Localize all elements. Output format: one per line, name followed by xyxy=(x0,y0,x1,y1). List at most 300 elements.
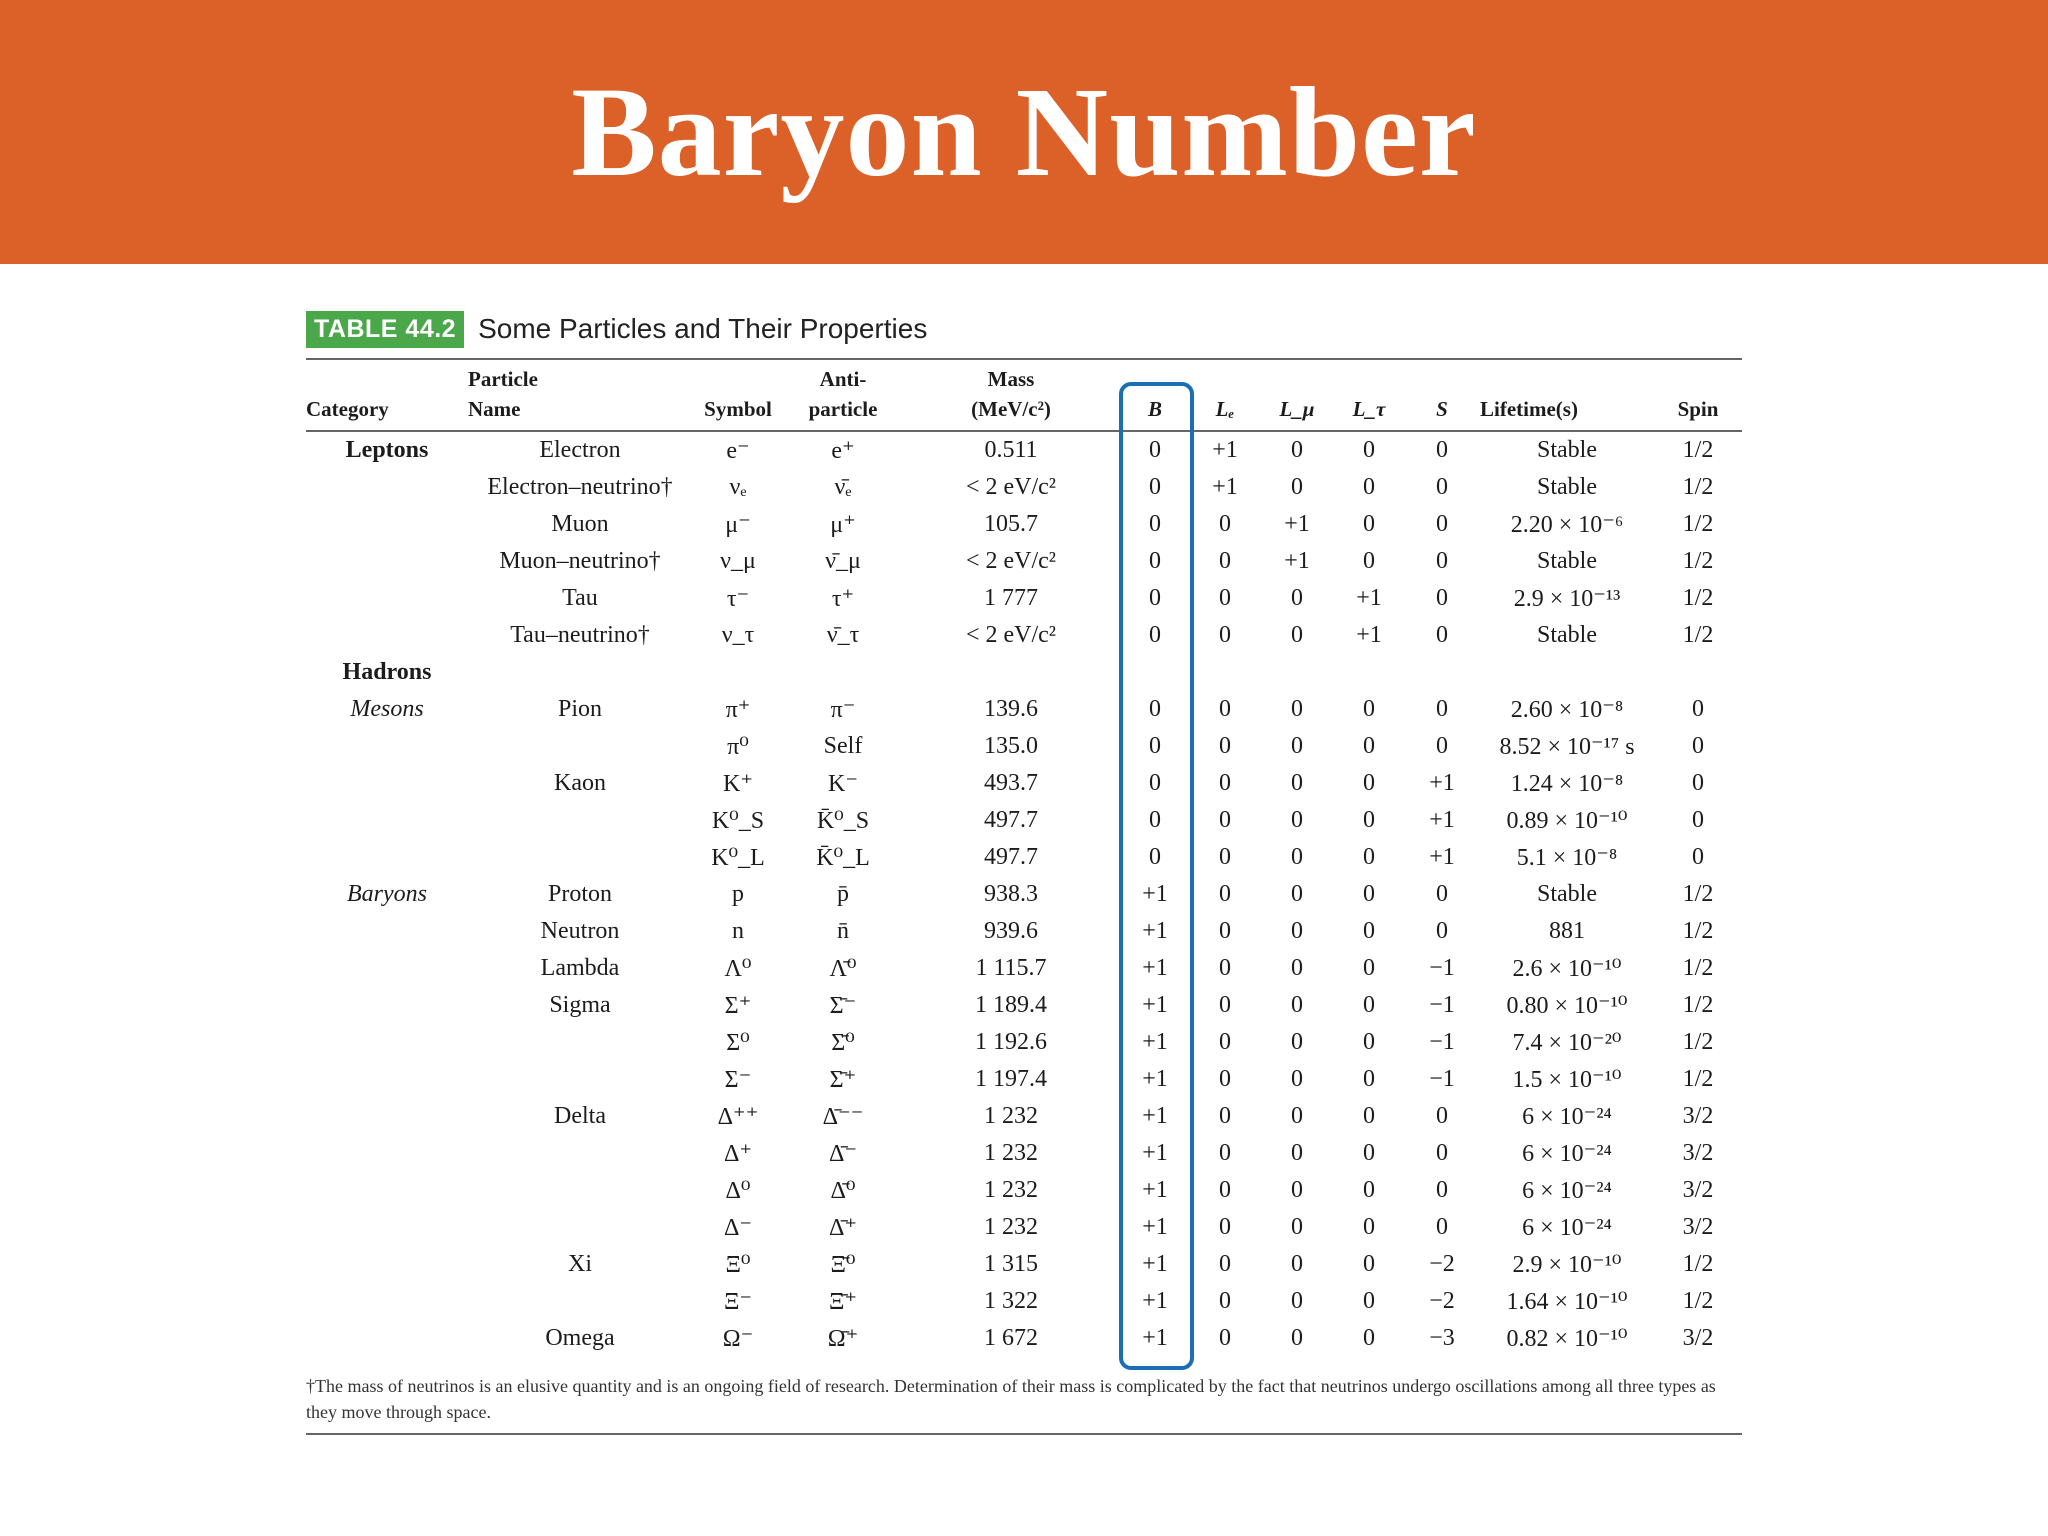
cell-spin: 1/2 xyxy=(1682,918,1714,944)
cell-particle-name: Tau–neutrino† xyxy=(510,622,650,648)
cell-strangeness: −2 xyxy=(1429,1251,1455,1277)
cell-lifetime: 0.82 × 10⁻¹⁰ xyxy=(1506,1326,1628,1352)
column-header-lifetime: Lifetime(s) xyxy=(1480,359,1654,431)
cell-muon-lepton-number: 0 xyxy=(1291,622,1303,648)
cell-antiparticle: π⁻ xyxy=(830,697,856,723)
cell-electron-lepton-number: 0 xyxy=(1219,622,1231,648)
cell-subcategory xyxy=(306,987,468,1024)
column-header-baryon-number: B xyxy=(1120,359,1190,431)
cell-strangeness: 0 xyxy=(1436,437,1448,463)
cell-tau-lepton-number: 0 xyxy=(1363,1140,1375,1166)
cell-muon-lepton-number: 0 xyxy=(1291,1288,1303,1314)
cell-symbol: Ξ⁰ xyxy=(725,1252,751,1278)
cell-subcategory xyxy=(306,617,468,654)
cell-antiparticle: Λ̄⁰ xyxy=(829,956,857,982)
cell-subcategory xyxy=(306,913,468,950)
cell-mass: 105.7 xyxy=(984,511,1038,537)
cell-symbol: K⁰_S xyxy=(711,808,765,834)
cell-baryon-number: 0 xyxy=(1149,585,1161,611)
cell-antiparticle: Ξ̄⁰ xyxy=(830,1252,856,1278)
cell-symbol: τ⁻ xyxy=(726,586,750,612)
cell-symbol: μ⁻ xyxy=(725,512,751,538)
cell-lifetime: Stable xyxy=(1537,474,1597,500)
cell-electron-lepton-number: 0 xyxy=(1219,1214,1231,1240)
cell-particle-name xyxy=(468,1061,692,1098)
cell-mass: 1 189.4 xyxy=(975,992,1047,1018)
cell-lifetime: 1.5 × 10⁻¹⁰ xyxy=(1512,1067,1622,1093)
cell-tau-lepton-number: 0 xyxy=(1363,918,1375,944)
cell-particle-name: Kaon xyxy=(554,770,606,796)
cell-strangeness: −1 xyxy=(1429,992,1455,1018)
particles-table xyxy=(306,358,1742,1357)
cell-baryon-number: +1 xyxy=(1142,1140,1168,1166)
column-header-mass: Mass (MeV/c²) xyxy=(902,359,1120,431)
cell-antiparticle: Ω̄⁺ xyxy=(827,1326,859,1352)
cell-electron-lepton-number: 0 xyxy=(1219,585,1231,611)
cell-mass: < 2 eV/c² xyxy=(965,474,1057,500)
cell-strangeness: 0 xyxy=(1436,1103,1448,1129)
cell-muon-lepton-number: 0 xyxy=(1291,585,1303,611)
cell-electron-lepton-number: 0 xyxy=(1219,1325,1231,1351)
cell-symbol: ν_τ xyxy=(721,622,755,648)
cell-subcategory xyxy=(306,469,468,506)
cell-strangeness xyxy=(1404,654,1480,691)
column-header-category: Category xyxy=(306,359,468,431)
cell-antiparticle: ν̄ₑ xyxy=(834,474,852,500)
cell-lifetime: 1.64 × 10⁻¹⁰ xyxy=(1506,1289,1628,1315)
cell-symbol: νₑ xyxy=(729,474,747,500)
cell-lifetime: 6 × 10⁻²⁴ xyxy=(1522,1178,1612,1204)
cell-antiparticle xyxy=(784,654,902,691)
cell-particle-name: Tau xyxy=(562,585,598,611)
table-body xyxy=(306,431,1742,1357)
cell-subcategory xyxy=(306,765,468,802)
cell-antiparticle: Δ̄⁻⁻ xyxy=(822,1104,864,1130)
cell-mass: < 2 eV/c² xyxy=(965,548,1057,574)
cell-subcategory xyxy=(306,1246,468,1283)
cell-particle-name: Electron–neutrino† xyxy=(487,474,673,500)
cell-category: Hadrons xyxy=(342,659,432,685)
cell-particle-name: Delta xyxy=(554,1103,606,1129)
cell-antiparticle: Δ̄⁰ xyxy=(830,1178,856,1204)
cell-mass: 1 672 xyxy=(984,1325,1038,1351)
cell-mass: 1 232 xyxy=(984,1214,1038,1240)
cell-strangeness: 0 xyxy=(1436,548,1448,574)
cell-lifetime: 1.24 × 10⁻⁸ xyxy=(1510,771,1624,797)
cell-strangeness: −1 xyxy=(1429,1066,1455,1092)
cell-baryon-number: +1 xyxy=(1142,1251,1168,1277)
cell-particle-name xyxy=(468,1283,692,1320)
cell-baryon-number: +1 xyxy=(1142,1214,1168,1240)
cell-tau-lepton-number xyxy=(1334,654,1404,691)
cell-baryon-number: +1 xyxy=(1142,918,1168,944)
cell-symbol: π⁺ xyxy=(725,697,751,723)
column-header-antiparticle: Anti- particle xyxy=(784,359,902,431)
column-header-tau-lepton-number: L_τ xyxy=(1334,359,1404,431)
table-row xyxy=(306,691,1742,728)
cell-subcategory xyxy=(306,580,468,617)
cell-antiparticle: e⁺ xyxy=(831,438,855,464)
cell-particle-name xyxy=(468,1209,692,1246)
cell-mass xyxy=(902,654,1120,691)
cell-tau-lepton-number: 0 xyxy=(1363,770,1375,796)
cell-particle-name: Electron xyxy=(539,437,621,463)
cell-muon-lepton-number xyxy=(1260,654,1334,691)
cell-tau-lepton-number: 0 xyxy=(1363,696,1375,722)
cell-strangeness: −1 xyxy=(1429,1029,1455,1055)
table-row xyxy=(306,506,1742,543)
cell-muon-lepton-number: 0 xyxy=(1291,1251,1303,1277)
cell-mass: 1 115.7 xyxy=(975,955,1047,981)
cell-muon-lepton-number: 0 xyxy=(1291,1140,1303,1166)
cell-mass: 0.511 xyxy=(984,437,1038,463)
cell-subcategory: Baryons xyxy=(347,881,427,907)
cell-spin: 1/2 xyxy=(1682,1066,1714,1092)
cell-tau-lepton-number: 0 xyxy=(1363,548,1375,574)
table-row xyxy=(306,913,1742,950)
cell-lifetime: 2.9 × 10⁻¹⁰ xyxy=(1512,1252,1622,1278)
cell-symbol: Σ⁺ xyxy=(724,993,752,1019)
baryon-column-highlight xyxy=(1119,382,1194,1370)
column-header-particle-name: Particle Name xyxy=(468,359,692,431)
cell-particle-name: Omega xyxy=(545,1325,615,1351)
cell-subcategory xyxy=(306,1283,468,1320)
cell-spin: 0 xyxy=(1692,844,1704,870)
cell-spin: 1/2 xyxy=(1682,1029,1714,1055)
cell-muon-lepton-number: 0 xyxy=(1291,733,1303,759)
cell-tau-lepton-number: 0 xyxy=(1363,844,1375,870)
column-header-spin: Spin xyxy=(1654,359,1742,431)
cell-particle-name xyxy=(468,1024,692,1061)
cell-spin: 0 xyxy=(1692,733,1704,759)
cell-particle-name xyxy=(468,728,692,765)
cell-electron-lepton-number: 0 xyxy=(1219,1103,1231,1129)
cell-tau-lepton-number: 0 xyxy=(1363,511,1375,537)
column-header-muon-lepton-number: L_μ xyxy=(1260,359,1334,431)
table-row xyxy=(306,1320,1742,1357)
cell-electron-lepton-number: 0 xyxy=(1219,955,1231,981)
cell-tau-lepton-number: 0 xyxy=(1363,1251,1375,1277)
table-row xyxy=(306,1209,1742,1246)
cell-electron-lepton-number: 0 xyxy=(1219,1029,1231,1055)
cell-particle-name xyxy=(468,1172,692,1209)
cell-muon-lepton-number: 0 xyxy=(1291,1029,1303,1055)
cell-category: Leptons xyxy=(345,437,429,463)
cell-lifetime: 2.20 × 10⁻⁶ xyxy=(1510,512,1624,538)
cell-strangeness: −2 xyxy=(1429,1288,1455,1314)
cell-symbol: e⁻ xyxy=(726,438,750,464)
cell-subcategory xyxy=(306,728,468,765)
cell-symbol: Ω⁻ xyxy=(722,1326,754,1352)
cell-spin: 3/2 xyxy=(1682,1177,1714,1203)
cell-antiparticle: Ξ̄⁺ xyxy=(828,1289,858,1315)
cell-muon-lepton-number: 0 xyxy=(1291,955,1303,981)
cell-spin: 1/2 xyxy=(1682,474,1714,500)
cell-particle-name: Xi xyxy=(568,1251,592,1277)
cell-mass: 497.7 xyxy=(984,844,1038,870)
table-footnote: †The mass of neutrinos is an elusive quantity and is an ongoing field of research. Determination of their mass is complicated by the fact that neutrinos undergo oscillations among all three types as they move through space. xyxy=(306,1361,1742,1435)
cell-symbol: Σ⁻ xyxy=(724,1067,752,1093)
cell-antiparticle: Σ̄⁰ xyxy=(831,1030,855,1056)
cell-lifetime: 6 × 10⁻²⁴ xyxy=(1522,1141,1612,1167)
cell-subcategory xyxy=(306,950,468,987)
cell-muon-lepton-number: 0 xyxy=(1291,918,1303,944)
cell-tau-lepton-number: 0 xyxy=(1363,1029,1375,1055)
cell-mass: 1 232 xyxy=(984,1103,1038,1129)
cell-electron-lepton-number: +1 xyxy=(1212,474,1238,500)
cell-tau-lepton-number: 0 xyxy=(1363,1177,1375,1203)
cell-strangeness: 0 xyxy=(1436,1177,1448,1203)
cell-baryon-number: +1 xyxy=(1142,1029,1168,1055)
cell-muon-lepton-number: 0 xyxy=(1291,807,1303,833)
cell-tau-lepton-number: 0 xyxy=(1363,1325,1375,1351)
cell-baryon-number: +1 xyxy=(1142,881,1168,907)
cell-lifetime: Stable xyxy=(1537,548,1597,574)
cell-tau-lepton-number: +1 xyxy=(1356,585,1382,611)
cell-antiparticle: Σ̄⁺ xyxy=(829,1067,857,1093)
column-header-symbol: Symbol xyxy=(692,359,784,431)
table-row xyxy=(306,1061,1742,1098)
table-row xyxy=(306,1135,1742,1172)
cell-particle-name: Neutron xyxy=(540,918,620,944)
table-row xyxy=(306,839,1742,876)
cell-lifetime: 6 × 10⁻²⁴ xyxy=(1522,1215,1612,1241)
cell-muon-lepton-number: 0 xyxy=(1291,770,1303,796)
cell-electron-lepton-number: 0 xyxy=(1219,770,1231,796)
cell-muon-lepton-number: 0 xyxy=(1291,1066,1303,1092)
cell-lifetime: 6 × 10⁻²⁴ xyxy=(1522,1104,1612,1130)
table-row xyxy=(306,1024,1742,1061)
cell-tau-lepton-number: 0 xyxy=(1363,1066,1375,1092)
cell-baryon-number: +1 xyxy=(1142,1325,1168,1351)
cell-symbol: Δ⁺⁺ xyxy=(717,1104,759,1130)
cell-symbol: Λ⁰ xyxy=(724,956,752,982)
cell-baryon-number: 0 xyxy=(1149,548,1161,574)
cell-lifetime: 7.4 × 10⁻²⁰ xyxy=(1512,1030,1622,1056)
cell-muon-lepton-number: +1 xyxy=(1284,548,1310,574)
cell-electron-lepton-number: 0 xyxy=(1219,918,1231,944)
cell-baryon-number: 0 xyxy=(1149,437,1161,463)
cell-spin: 3/2 xyxy=(1682,1325,1714,1351)
cell-strangeness: −1 xyxy=(1429,955,1455,981)
cell-baryon-number: 0 xyxy=(1149,474,1161,500)
cell-baryon-number: +1 xyxy=(1142,1288,1168,1314)
cell-muon-lepton-number: 0 xyxy=(1291,696,1303,722)
cell-tau-lepton-number: 0 xyxy=(1363,992,1375,1018)
cell-electron-lepton-number: 0 xyxy=(1219,733,1231,759)
cell-symbol: Δ⁺ xyxy=(723,1141,753,1167)
cell-particle-name: Lambda xyxy=(540,955,620,981)
cell-particle-name: Sigma xyxy=(549,992,611,1018)
cell-muon-lepton-number: 0 xyxy=(1291,1214,1303,1240)
cell-spin: 3/2 xyxy=(1682,1140,1714,1166)
cell-electron-lepton-number: 0 xyxy=(1219,881,1231,907)
cell-tau-lepton-number: 0 xyxy=(1363,1214,1375,1240)
cell-lifetime: 0.89 × 10⁻¹⁰ xyxy=(1506,808,1628,834)
cell-lifetime: Stable xyxy=(1537,437,1597,463)
cell-muon-lepton-number: 0 xyxy=(1291,881,1303,907)
cell-mass: 139.6 xyxy=(984,696,1038,722)
cell-spin: 1/2 xyxy=(1682,622,1714,648)
cell-electron-lepton-number: 0 xyxy=(1219,1251,1231,1277)
cell-lifetime: 2.9 × 10⁻¹³ xyxy=(1513,586,1621,612)
cell-symbol: Δ⁻ xyxy=(723,1215,753,1241)
cell-subcategory xyxy=(306,1320,468,1357)
table-row xyxy=(306,802,1742,839)
cell-strangeness: 0 xyxy=(1436,881,1448,907)
cell-symbol: Δ⁰ xyxy=(725,1178,751,1204)
cell-baryon-number: 0 xyxy=(1149,807,1161,833)
slide-title: Baryon Number xyxy=(571,60,1477,203)
cell-tau-lepton-number: +1 xyxy=(1356,622,1382,648)
table-row xyxy=(306,1098,1742,1135)
table-row xyxy=(306,580,1742,617)
cell-mass: 1 777 xyxy=(984,585,1038,611)
cell-baryon-number: +1 xyxy=(1142,1103,1168,1129)
cell-lifetime: Stable xyxy=(1537,881,1597,907)
cell-spin: 1/2 xyxy=(1682,511,1714,537)
cell-antiparticle: Δ̄⁻ xyxy=(828,1141,858,1167)
cell-symbol: ν_μ xyxy=(720,548,756,574)
cell-mass: 939.6 xyxy=(984,918,1038,944)
cell-strangeness: 0 xyxy=(1436,1214,1448,1240)
cell-spin: 1/2 xyxy=(1682,585,1714,611)
cell-subcategory: Mesons xyxy=(350,696,424,722)
cell-baryon-number: 0 xyxy=(1149,733,1161,759)
cell-baryon-number: 0 xyxy=(1149,844,1161,870)
cell-baryon-number: 0 xyxy=(1149,622,1161,648)
cell-lifetime xyxy=(1480,654,1654,691)
cell-antiparticle: Δ̄⁺ xyxy=(828,1215,858,1241)
cell-symbol: π⁰ xyxy=(727,734,749,760)
table-caption-text: Some Particles and Their Properties xyxy=(478,313,928,344)
cell-subcategory xyxy=(306,543,468,580)
cell-spin: 1/2 xyxy=(1682,881,1714,907)
cell-lifetime: 0.80 × 10⁻¹⁰ xyxy=(1506,993,1628,1019)
cell-spin: 1/2 xyxy=(1682,955,1714,981)
cell-symbol: Σ⁰ xyxy=(726,1030,750,1056)
cell-spin: 0 xyxy=(1692,696,1704,722)
cell-muon-lepton-number: 0 xyxy=(1291,1103,1303,1129)
cell-antiparticle: K̄⁰_S xyxy=(816,808,870,834)
cell-lifetime: 2.60 × 10⁻⁸ xyxy=(1510,697,1624,723)
cell-baryon-number: +1 xyxy=(1142,992,1168,1018)
cell-spin: 3/2 xyxy=(1682,1103,1714,1129)
cell-antiparticle: μ⁺ xyxy=(830,512,856,538)
table-row xyxy=(306,469,1742,506)
table-row xyxy=(306,765,1742,802)
cell-symbol: K⁺ xyxy=(723,771,753,797)
cell-spin: 0 xyxy=(1692,807,1704,833)
cell-muon-lepton-number: 0 xyxy=(1291,844,1303,870)
cell-tau-lepton-number: 0 xyxy=(1363,1103,1375,1129)
cell-mass: < 2 eV/c² xyxy=(965,622,1057,648)
cell-electron-lepton-number: 0 xyxy=(1219,1177,1231,1203)
table-row xyxy=(306,654,1742,691)
table-row xyxy=(306,1246,1742,1283)
cell-particle-name: Proton xyxy=(547,881,612,907)
cell-mass: 493.7 xyxy=(984,770,1038,796)
cell-electron-lepton-number: 0 xyxy=(1219,807,1231,833)
table-row xyxy=(306,987,1742,1024)
cell-baryon-number: 0 xyxy=(1149,770,1161,796)
cell-tau-lepton-number: 0 xyxy=(1363,1288,1375,1314)
cell-mass: 1 232 xyxy=(984,1177,1038,1203)
table-row xyxy=(306,1172,1742,1209)
cell-lifetime: 881 xyxy=(1549,918,1585,944)
cell-muon-lepton-number: 0 xyxy=(1291,1177,1303,1203)
cell-symbol: n xyxy=(732,918,744,944)
cell-mass: 497.7 xyxy=(984,807,1038,833)
cell-electron-lepton-number: 0 xyxy=(1219,548,1231,574)
cell-spin xyxy=(1654,654,1742,691)
table-row xyxy=(306,950,1742,987)
cell-subcategory xyxy=(306,1209,468,1246)
cell-symbol: Ξ⁻ xyxy=(723,1289,753,1315)
cell-baryon-number: +1 xyxy=(1142,1066,1168,1092)
cell-subcategory xyxy=(306,506,468,543)
cell-tau-lepton-number: 0 xyxy=(1363,807,1375,833)
cell-particle-name: Muon xyxy=(551,511,609,537)
cell-strangeness: 0 xyxy=(1436,733,1448,759)
cell-electron-lepton-number: 0 xyxy=(1219,1288,1231,1314)
particle-table-section xyxy=(306,304,1742,1435)
cell-spin: 1/2 xyxy=(1682,437,1714,463)
cell-antiparticle: τ⁺ xyxy=(831,586,855,612)
table-row xyxy=(306,728,1742,765)
cell-strangeness: 0 xyxy=(1436,474,1448,500)
cell-lifetime: 2.6 × 10⁻¹⁰ xyxy=(1512,956,1622,982)
cell-lifetime: Stable xyxy=(1537,622,1597,648)
cell-mass: 1 192.6 xyxy=(975,1029,1047,1055)
cell-subcategory xyxy=(306,839,468,876)
cell-antiparticle: Σ̄⁻ xyxy=(829,993,857,1019)
cell-strangeness: 0 xyxy=(1436,585,1448,611)
cell-muon-lepton-number: +1 xyxy=(1284,511,1310,537)
table-caption xyxy=(306,304,1742,354)
cell-particle-name: Muon–neutrino† xyxy=(499,548,661,574)
cell-spin: 3/2 xyxy=(1682,1214,1714,1240)
cell-particle-name xyxy=(468,802,692,839)
cell-particle-name xyxy=(468,1135,692,1172)
cell-electron-lepton-number: 0 xyxy=(1219,511,1231,537)
cell-antiparticle: p̄ xyxy=(837,881,849,907)
cell-particle-name: Pion xyxy=(557,696,602,722)
column-header-electron-lepton-number: Lₑ xyxy=(1190,359,1260,431)
cell-antiparticle: Self xyxy=(823,733,863,759)
cell-mass: 1 232 xyxy=(984,1140,1038,1166)
cell-subcategory xyxy=(306,1172,468,1209)
table-number-tag: TABLE 44.2 xyxy=(306,311,464,348)
cell-tau-lepton-number: 0 xyxy=(1363,437,1375,463)
cell-subcategory xyxy=(306,1061,468,1098)
cell-strangeness: +1 xyxy=(1429,844,1455,870)
cell-electron-lepton-number: +1 xyxy=(1212,437,1238,463)
cell-electron-lepton-number: 0 xyxy=(1219,844,1231,870)
cell-symbol xyxy=(692,654,784,691)
cell-particle-name xyxy=(468,839,692,876)
table-row xyxy=(306,543,1742,580)
cell-mass: 938.3 xyxy=(984,881,1038,907)
cell-mass: 1 315 xyxy=(984,1251,1038,1277)
cell-symbol: p xyxy=(732,881,744,907)
cell-antiparticle: ν̄_μ xyxy=(825,548,861,574)
table-row xyxy=(306,876,1742,913)
table-row xyxy=(306,617,1742,654)
cell-strangeness: 0 xyxy=(1436,622,1448,648)
cell-antiparticle: ν̄_τ xyxy=(826,622,860,648)
cell-particle-name xyxy=(468,654,692,691)
